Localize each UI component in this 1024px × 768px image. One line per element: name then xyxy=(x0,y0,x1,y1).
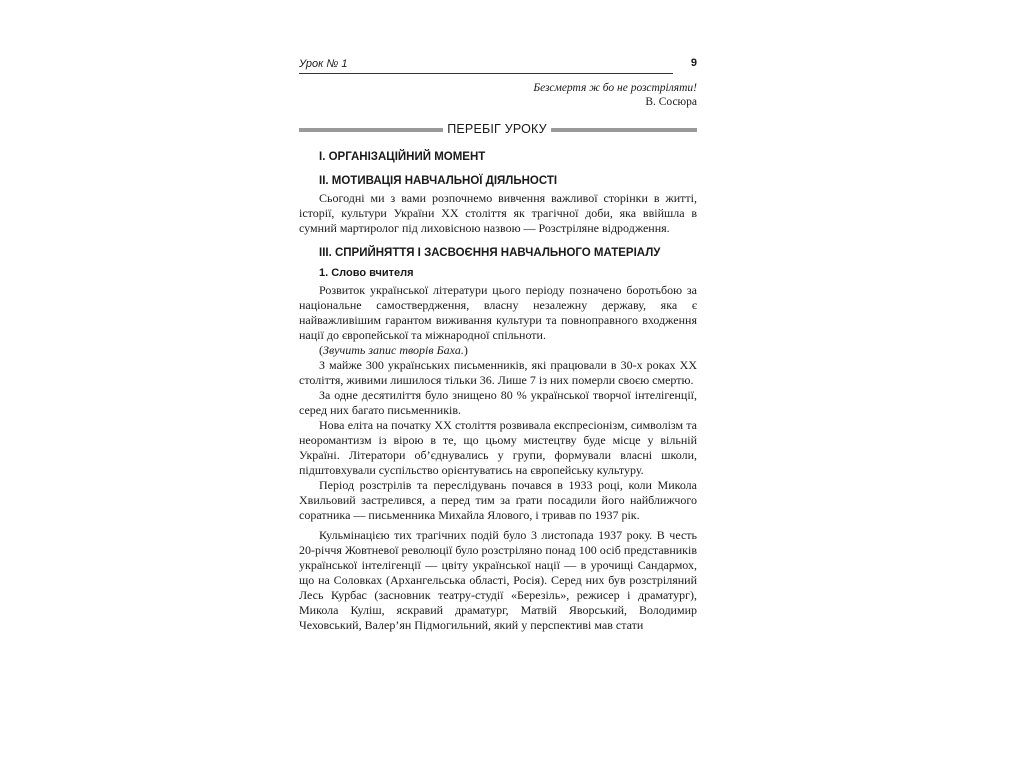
paren-close: ) xyxy=(463,343,468,357)
header-rule xyxy=(299,73,673,74)
banner-bar-left xyxy=(299,128,443,132)
heading-organizational: I. ОРГАНІЗАЦІЙНИЙ МОМЕНТ xyxy=(319,151,486,163)
heading-perception: III. СПРИЙНЯТТЯ І ЗАСВОЄННЯ НАВЧАЛЬНОГО МАТЕРІАЛУ xyxy=(319,247,661,259)
paragraph-bach-note xyxy=(299,343,697,358)
subheading-teacher-word: 1. Слово вчителя xyxy=(319,267,414,279)
paragraph-1: Розвиток української літератури цього періоду позначено боротьбою за національне самоствердження, власну незалежну державу, яка є найважливішим гарантом виживання культури та повноправного входження нації до європейської та міжнародної спільноти. xyxy=(299,283,697,342)
paragraph-6: Період розстрілів та переслідувань почався в 1933 році, коли Микола Хвильовий застрелився, а перед тим за ґрати посадили його найближчого соратника — письменника Михайла Ялового, і тривав по 1937 рік. xyxy=(299,478,697,522)
running-head xyxy=(299,56,697,74)
paragraph-3: З майже 300 українських письменників, які працювали в 30-х роках ХХ століття, живими лишилося тільки 36. Лише 7 із них померли своєю смертю. xyxy=(299,358,697,387)
page-number: 9 xyxy=(690,57,697,69)
paren-open: ( xyxy=(319,343,323,357)
paragraph-4: За одне десятиліття було знищено 80 % української творчої інтелігенції, серед них багато письменників. xyxy=(299,388,697,417)
section-banner xyxy=(299,122,697,138)
page-body xyxy=(299,150,697,633)
paragraph-motivation: Сьогодні ми з вами розпочнемо вивчення важливої сторінки в житті, історії, культури України ХХ століття як трагічної доби, яка ввійшла в сумний мартиролог під лиховісною назвою — Розстріляне відродження. xyxy=(299,191,697,235)
banner-bar-right xyxy=(551,128,697,132)
paragraph-5: Нова еліта на початку ХХ століття розвивала експресіонізм, символізм та неоромантизм із вірою в те, що цьому мистецтву буде місце у вільній Україні. Літератори об’єднувались у групи, формували власні школи, підштовхували суспільство орієнтуватись на європейську культуру. xyxy=(299,418,697,477)
section-title: ПЕРЕБІГ УРОКУ xyxy=(447,122,547,136)
lesson-title: Урок № 1 xyxy=(299,58,348,70)
epigraph-author: В. Сосюра xyxy=(645,96,697,108)
paragraph-7: Кульмінацією тих трагічних подій було 3 листопада 1937 року. В честь 20-річчя Жовтневої революції було розстріляно понад 100 осіб представників української інтелігенції — цвіту української нації — в урочищі Сандармох, що на Соловках (Архангельська області, Росія). Серед них був розстріляний Лесь Курбас (засновник театру-студії «Березіль», режисер і драматург), Микола Куліш, яскравий драматург, Матвій Яворський, Володимир Чеховський, Валер’ян Підмогильний, який у перспективі мав стати xyxy=(299,528,697,632)
book-page xyxy=(299,56,697,756)
heading-motivation: II. МОТИВАЦІЯ НАВЧАЛЬНОЇ ДІЯЛЬНОСТІ xyxy=(319,175,558,187)
epigraph xyxy=(533,81,697,109)
epigraph-quote: Безсмертя ж бо не розстріляти! xyxy=(533,82,697,94)
bach-note-text: Звучить запис творів Баха. xyxy=(323,343,464,357)
